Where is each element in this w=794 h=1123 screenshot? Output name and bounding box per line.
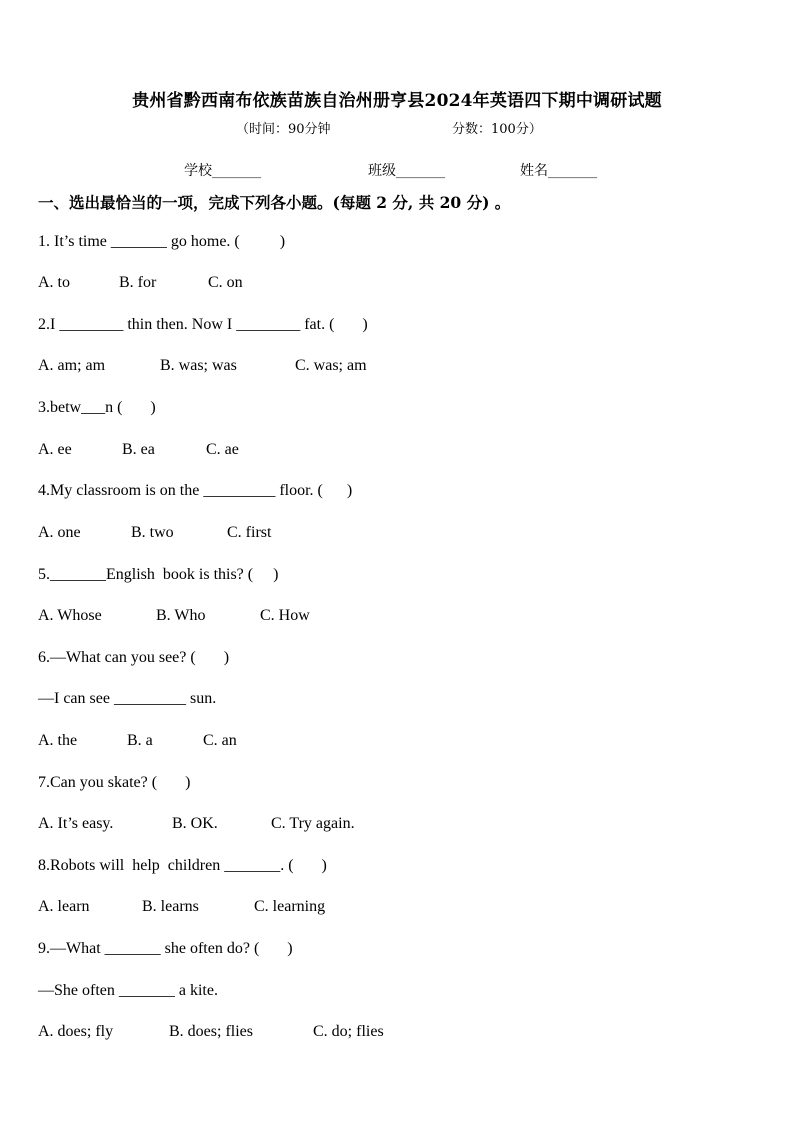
option-a: A. am; am xyxy=(38,357,106,374)
option-c: C. was; am xyxy=(295,357,367,374)
option-c: C. on xyxy=(208,274,243,291)
section-heading: 一、选出最恰当的一项，完成下列各小题。(每题 2 分, 共 20 分) 。 xyxy=(38,193,511,212)
question-4-stem: 4.My classroom is on the _________ floor. ( ) xyxy=(38,482,353,499)
option-c: C. first xyxy=(227,524,272,541)
name-field: 姓名_______ xyxy=(520,163,597,179)
question-9-options xyxy=(38,1023,384,1041)
option-a: A. ee xyxy=(38,441,72,458)
question-7-stem: 7.Can you skate? ( ) xyxy=(38,774,191,791)
option-b: B. learns xyxy=(142,898,199,915)
question-7-options xyxy=(38,815,355,833)
question-4-options xyxy=(38,524,271,542)
option-c: C. learning xyxy=(254,898,326,915)
question-8-stem: 8.Robots will help children _______. ( ) xyxy=(38,857,327,874)
question-9-stem-line-2: —She often _______ a kite. xyxy=(38,982,218,999)
option-b: B. for xyxy=(119,274,157,291)
option-a: A. learn xyxy=(38,898,90,915)
question-6-stem-line-2: —I can see _________ sun. xyxy=(38,690,217,707)
question-1-options xyxy=(38,274,243,292)
option-a: A. to xyxy=(38,274,70,291)
option-c: C. do; flies xyxy=(313,1023,384,1040)
option-a: A. one xyxy=(38,524,81,541)
question-8-options xyxy=(38,898,325,916)
option-c: C. an xyxy=(203,732,237,749)
option-c: C. Try again. xyxy=(271,815,355,832)
option-b: B. does; flies xyxy=(169,1023,253,1040)
question-5-stem: 5._______English book is this? ( ) xyxy=(38,566,279,583)
option-b: B. Who xyxy=(156,607,206,624)
option-b: B. two xyxy=(131,524,174,541)
option-c: C. How xyxy=(260,607,310,624)
question-6-stem: 6.—What can you see? ( ) xyxy=(38,649,230,666)
exam-score: 分数：100分） xyxy=(452,122,542,137)
option-b: B. was; was xyxy=(160,357,237,374)
question-5-options xyxy=(38,607,310,625)
class-field: 班级_______ xyxy=(368,163,445,179)
question-6-options xyxy=(38,732,237,750)
option-c: C. ae xyxy=(206,441,239,458)
option-b: B. OK. xyxy=(172,815,218,832)
option-a: A. It’s easy. xyxy=(38,815,114,832)
question-3-options xyxy=(38,441,239,459)
exam-time: （时间：90分钟 xyxy=(236,122,331,137)
question-3-stem: 3.betw___n ( ) xyxy=(38,399,156,416)
option-a: A. does; fly xyxy=(38,1023,114,1040)
question-1-stem: 1. It’s time _______ go home. ( ) xyxy=(38,233,286,250)
question-2-options xyxy=(38,357,367,375)
option-a: A. the xyxy=(38,732,78,749)
option-b: B. a xyxy=(127,732,153,749)
option-a: A. Whose xyxy=(38,607,102,624)
question-2-stem: 2.I ________ thin then. Now I ________ fat. ( ) xyxy=(38,316,368,333)
page-title: 贵州省黔西南布依族苗族自治州册亨县2024年英语四下期中调研试题 xyxy=(132,91,662,111)
school-field: 学校_______ xyxy=(184,163,261,179)
option-b: B. ea xyxy=(122,441,155,458)
question-9-stem: 9.—What _______ she often do? ( ) xyxy=(38,940,293,957)
